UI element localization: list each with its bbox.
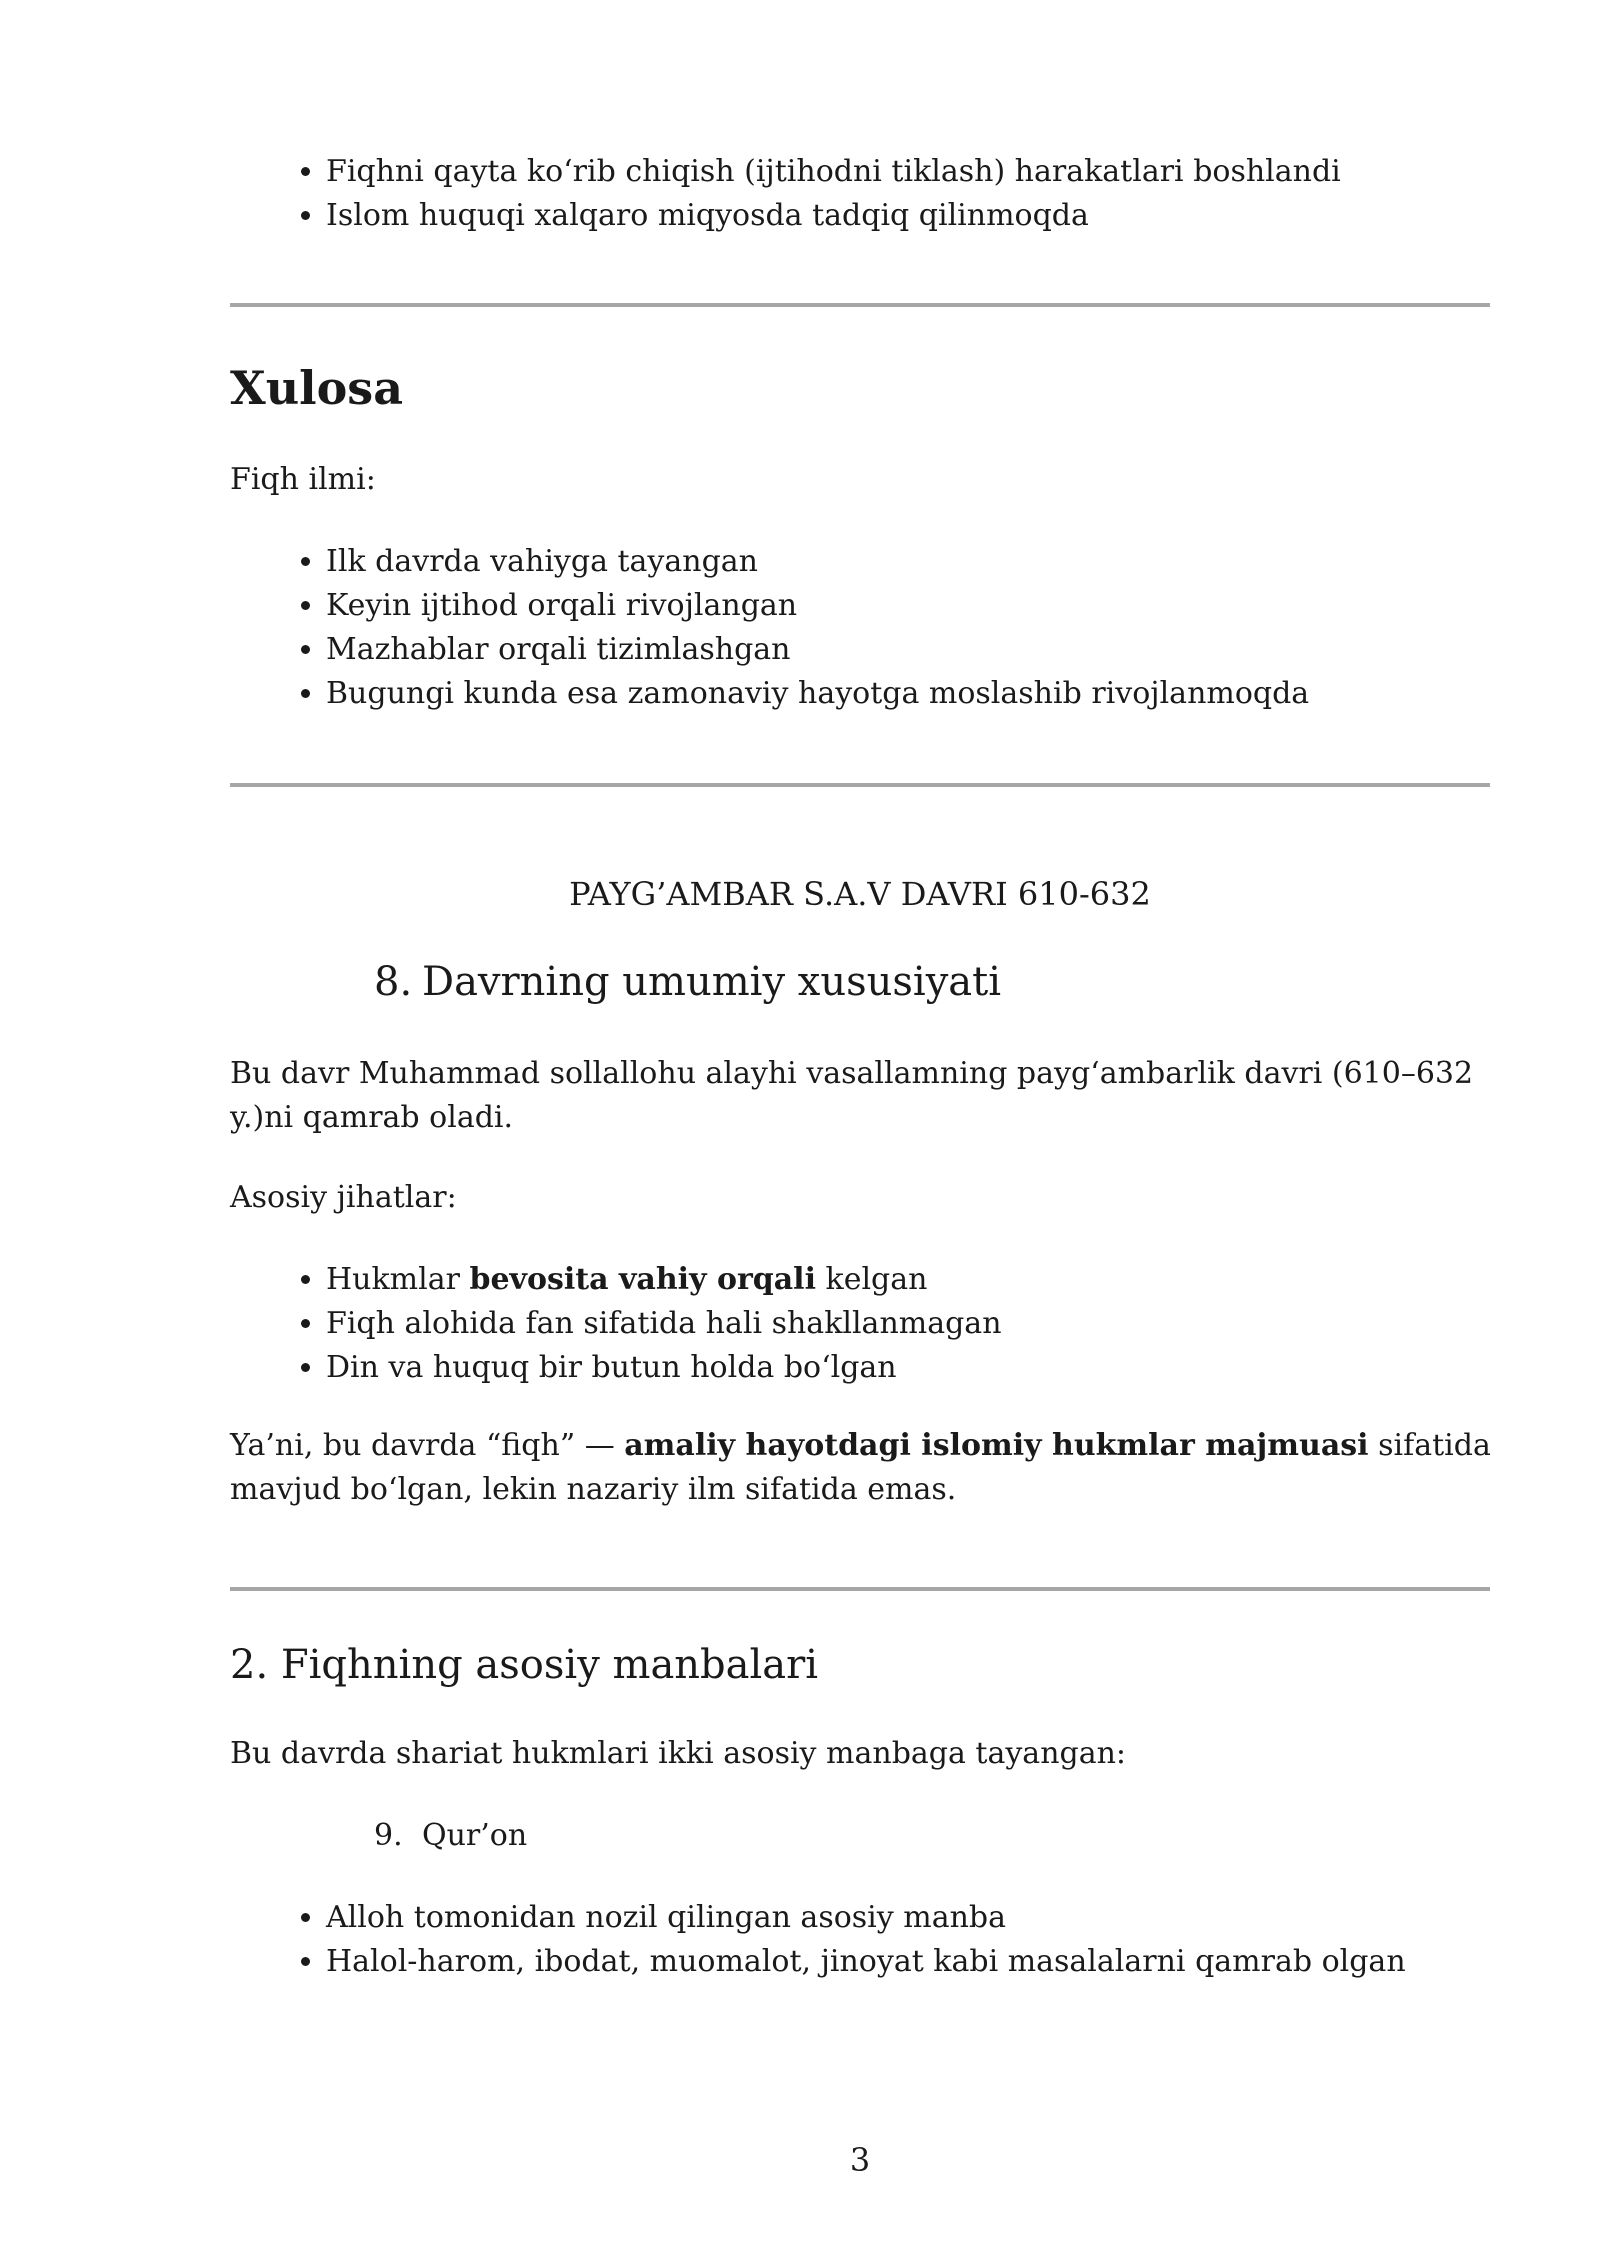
list-item: • Bugungi kunda esa zamonaviy hayotga moslashib rivojlanmoqda: [326, 672, 1309, 716]
list-item: • Mazhablar orqali tizimlashgan: [326, 628, 1309, 672]
summary-text: Ya’ni, bu davrda “fiqh” —: [230, 1428, 625, 1463]
list-item: • Halol-harom, ibodat, muomalot, jinoyat kabi masalalarni qamrab olgan: [326, 1940, 1406, 1984]
top-bullet-list: [230, 150, 1341, 238]
numbered-item-9: [374, 1814, 527, 1858]
period-summary: [230, 1424, 1500, 1512]
period-title: PAYG’AMBAR S.A.V DAVRI 610-632: [569, 875, 1151, 913]
item-title: Qur’on: [422, 1818, 528, 1853]
sources-heading: 2. Fiqhning asosiy manbalari: [230, 1642, 819, 1688]
list-item: • Ilk davrda vahiyga tayangan: [326, 540, 1309, 584]
xulosa-heading: Xulosa: [230, 361, 403, 415]
aspects-bullet-list: [230, 1258, 1002, 1390]
section-title: Davrning umumiy xususiyati: [422, 959, 1002, 1005]
aspect-text: kelgan: [815, 1262, 928, 1297]
item-number: 9.: [374, 1818, 403, 1853]
horizontal-divider: [230, 303, 1490, 307]
xulosa-intro: Fiqh ilmi:: [230, 462, 376, 497]
list-item: • Din va huquq bir butun holda bo‘lgan: [326, 1346, 1002, 1390]
page-number: 3: [849, 2141, 871, 2179]
list-item: • Keyin ijtihod orqali rivojlangan: [326, 584, 1309, 628]
horizontal-divider: [230, 1587, 1490, 1591]
summary-bold-text: amaliy hayotdagi islomiy hukmlar majmuasi: [624, 1428, 1369, 1463]
period-paragraph: Bu davr Muhammad sollallohu alayhi vasallamning payg‘ambarlik davri (610–632 y.)ni qamrab oladi.: [230, 1056, 1474, 1135]
list-item: • Fiqhni qayta ko‘rib chiqish (ijtihodni tiklash) harakatlari boshlandi: [326, 150, 1341, 194]
sources-bullet-list: [230, 1896, 1406, 1984]
sources-intro: Bu davrda shariat hukmlari ikki asosiy manbaga tayangan:: [230, 1736, 1127, 1771]
section-heading-8: [374, 955, 1001, 1009]
horizontal-divider: [230, 783, 1490, 787]
list-item: • Alloh tomonidan nozil qilingan asosiy manba: [326, 1896, 1406, 1940]
section-number: 8.: [374, 959, 413, 1005]
aspect-text: Hukmlar: [326, 1262, 470, 1297]
aspect-bold-text: bevosita vahiy orqali: [469, 1262, 816, 1297]
aspects-label: Asosiy jihatlar:: [230, 1180, 457, 1215]
xulosa-bullet-list: [230, 540, 1309, 716]
list-item: • Fiqh alohida fan sifatida hali shakllanmagan: [326, 1302, 1002, 1346]
summary-text: sifatida mavjud bo‘lgan, lekin nazariy ilm sifatida emas.: [230, 1428, 1491, 1507]
list-item: • Islom huquqi xalqaro miqyosda tadqiq qilinmoqda: [326, 194, 1341, 238]
list-item: [326, 1258, 1002, 1302]
